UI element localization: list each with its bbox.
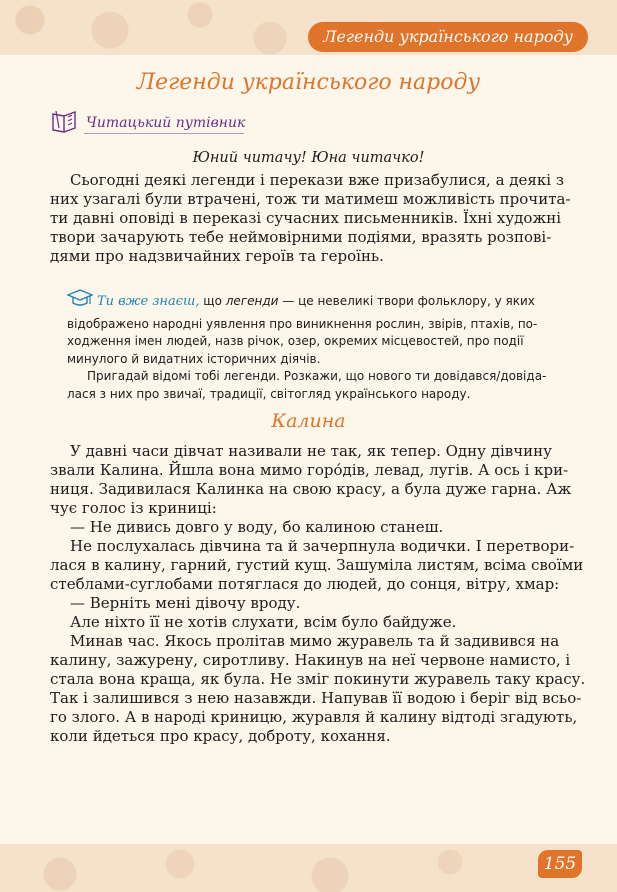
info-box-first-line: [67, 288, 559, 316]
guide-underline: [84, 133, 244, 134]
intro-line: твори зачарують тебе неймовірними подіями, вразять розпові-: [50, 228, 552, 246]
story-line: лася в калину, гарний, густий кущ. Зашуміла листям, всіма своїми: [50, 556, 584, 574]
story-line: Минав час. Якось пролітав мимо журавель та й задивився на: [70, 632, 560, 650]
story-line: чує голос із криниці:: [50, 499, 217, 517]
info-box-lead: Ти вже знаєш,: [97, 294, 200, 309]
story-line: Так і залишився з нею назавжди. Напував її водою і беріг від всьо-: [50, 689, 582, 707]
reader-guide-label: Читацький путівник: [86, 115, 246, 131]
intro-line: дями про надзвичайних героїв та героїнь.: [50, 247, 384, 265]
info-box-line: відображено народні уявлення про виникнення рослин, звірів, птахів, по-: [67, 316, 538, 331]
info-box-line: ходження імен людей, назв річок, озер, окремих місцевостей, про події: [67, 334, 524, 348]
page-number: 155: [538, 850, 582, 878]
story-line: стала вона краща, як була. Не зміг покинути журавель таку красу.: [50, 670, 586, 688]
intro-line: Сьогодні деякі легенди і перекази вже призабулися, а деякі з: [70, 171, 565, 189]
story-line: коли йдеться про красу, доброту, кохання.: [50, 727, 391, 745]
running-header: Легенди українського народу: [308, 22, 588, 52]
greeting: Юний читачу! Юна читачко!: [192, 150, 425, 166]
story-line: Але ніхто її не хотів слухати, всім було байдуже.: [70, 613, 457, 631]
book-icon: [50, 108, 80, 138]
story-line: — Не дивись довго у воду, бо калиною станеш.: [70, 518, 444, 536]
story-line: Не послухалась дівчина та й зачерпнула водички. І перетвори-: [70, 537, 575, 555]
info-box-text: що: [199, 294, 226, 308]
intro-line: них узагалі були втрачені, тож ти матимеш можливість прочита-: [50, 190, 571, 208]
graduation-cap-icon: [67, 288, 93, 316]
story-line: стеблами-суглобами потяглася до людей, до сонця, вітру, хмар:: [50, 575, 560, 593]
bottom-ornament-band: [0, 844, 617, 892]
story-line: звали Калина. Йшла вона мимо горо́дів, левад, лугів. А ось і кри-: [50, 461, 569, 479]
story-line: калину, зажурену, сиротливу. Накинув на неї червоне намисто, і: [50, 651, 571, 669]
story-line: ниця. Задивилася Калинка на свою красу, а була дуже гарна. Аж: [50, 480, 572, 498]
info-box-task-line: Пригадай відомі тобі легенди. Розкажи, що нового ти довідався/довіда-: [87, 369, 547, 383]
page-title: Легенди українського народу: [136, 70, 481, 95]
story-line: го злого. А в народі криницю, журавля й калину відтоді згадують,: [50, 708, 578, 726]
info-box-term: легенди: [225, 294, 279, 308]
intro-paragraph: [50, 171, 571, 266]
story-title: Калина: [271, 410, 346, 432]
info-box-text: — це невеликі твори фольклору, у яких: [278, 294, 535, 308]
info-box-line: минулого й видатних історичних діячів.: [67, 351, 321, 366]
info-box: [67, 288, 559, 403]
story-body: [50, 442, 586, 746]
story-line: — Верніть мені дівочу вроду.: [70, 594, 301, 612]
intro-line: ти давні оповіді в переказі сучасних письменників. Їхні художні: [50, 209, 562, 227]
story-line: У давні часи дівчат називали не так, як тепер. Одну дівчину: [70, 442, 552, 460]
info-box-task-line: лася з них про звичаї, традиції, світогляд українського народу.: [67, 386, 471, 401]
